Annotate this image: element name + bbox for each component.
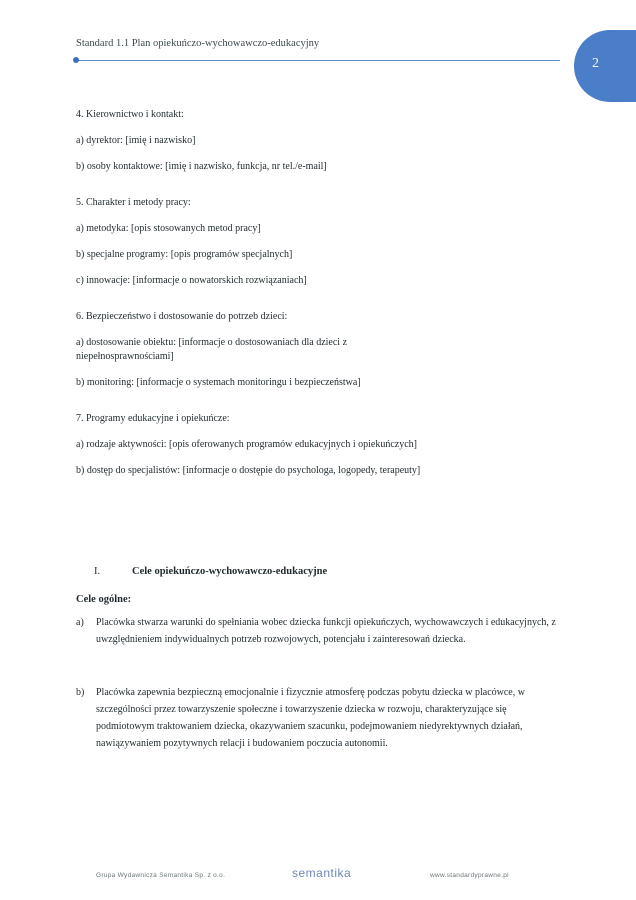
goal-text: Placówka zapewnia bezpieczną emocjonalnie i fizycznie atmosferę podczas pobytu dziecka w placówce, w szczególności przez towarzyszenie społeczne i towarzyszenie dziecka w rozwoju, charakteryzujące się podmiotowym traktowaniem dziecka, okazywaniem szacunku, podejmowaniem niedyrektywnych działań, nawiązywaniem pozytywnych relacji i budowaniem poczucia autonomii. xyxy=(96,687,525,749)
section-item: a) dostosowanie obiektu: [informacje o dostosowaniach dla dzieci z niepełnosprawnościami] xyxy=(76,337,348,362)
goals-heading-text: Cele opiekuńczo-wychowawczo-edukacyjne xyxy=(132,566,328,577)
section-programs xyxy=(76,412,566,478)
section-item: b) osoby kontaktowe: [imię i nazwisko, funkcja, nr tel./e-mail] xyxy=(76,161,327,172)
header-title: Standard 1.1 Plan opiekuńczo-wychowawczo-edukacyjny xyxy=(76,38,320,49)
header-line xyxy=(76,60,560,61)
section-title: 7. Programy edukacyjne i opiekuńcze: xyxy=(76,413,230,424)
section-item: b) monitoring: [informacje o systemach monitoringu i bezpieczeństwa] xyxy=(76,377,361,388)
semantika-logo: semantika xyxy=(292,866,352,880)
goal-marker: a) xyxy=(76,617,84,628)
goal-text: Placówka stwarza warunki do spełniania wobec dziecka funkcji opiekuńczych, wychowawczych i edukacyjnych, z uwzględnieniem indywidualnych potrzeb rozwojowych, potencjału i zainteresowań dziecka. xyxy=(96,617,556,645)
section-management xyxy=(76,108,566,174)
footer-publisher: Grupa Wydawnicza Semantika Sp. z o.o. xyxy=(96,872,226,879)
header-dot xyxy=(73,57,79,63)
page-number-badge xyxy=(574,30,636,102)
goal-marker: b) xyxy=(76,687,85,698)
section-title: 4. Kierownictwo i kontakt: xyxy=(76,109,184,120)
section-item: b) specjalne programy: [opis programów specjalnych] xyxy=(76,249,293,260)
section-item: c) innowacje: [informacje o nowatorskich rozwiązaniach] xyxy=(76,275,307,286)
section-item: a) rodzaje aktywności: [opis oferowanych programów edukacyjnych i opiekuńczych] xyxy=(76,439,417,450)
goal-item xyxy=(76,614,562,648)
section-safety xyxy=(76,310,566,390)
goal-item xyxy=(76,684,562,752)
general-goals-label: Cele ogólne: xyxy=(76,594,132,605)
section-item: b) dostęp do specjalistów: [informacje o dostępie do psychologa, logopedy, terapeuty] xyxy=(76,465,421,476)
section-title: 5. Charakter i metody pracy: xyxy=(76,197,191,208)
page-number: 2 xyxy=(592,56,599,71)
section-methods xyxy=(76,196,566,288)
document-body xyxy=(76,108,566,500)
section-item: a) dyrektor: [imię i nazwisko] xyxy=(76,135,196,146)
section-title: 6. Bezpieczeństwo i dostosowanie do potrzeb dzieci: xyxy=(76,311,288,322)
goals-heading-number: I. xyxy=(94,566,101,577)
footer-website: www.standardyprawne.pl xyxy=(430,872,509,879)
section-item: a) metodyka: [opis stosowanych metod pracy] xyxy=(76,223,261,234)
